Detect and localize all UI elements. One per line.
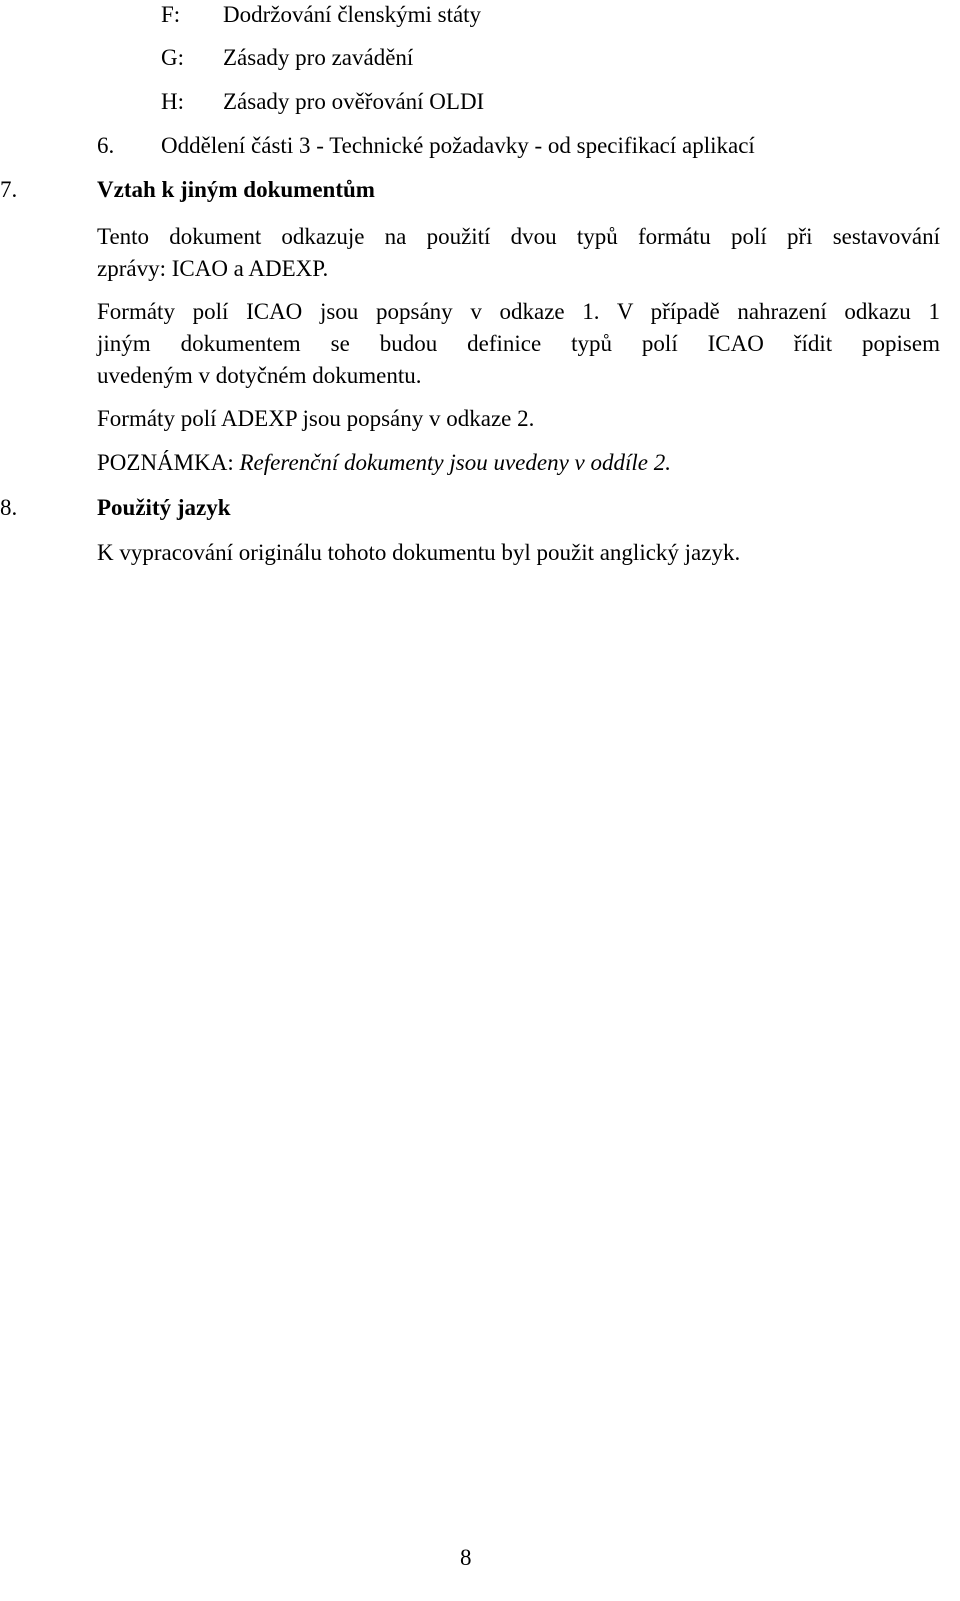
- page-number: 8: [460, 1545, 472, 1570]
- paragraph: K vypracování originálu tohoto dokumentu byl použit anglický jazyk.: [97, 540, 741, 565]
- paragraph-line: uvedeným v dotyčném dokumentu.: [97, 363, 422, 388]
- note: [97, 451, 671, 474]
- paragraph-line: Tento dokument odkazuje na použití dvou typů formátu polí při sestavování: [97, 224, 940, 249]
- paragraph-line: jiným dokumentem se budou definice typů polí ICAO řídit popisem: [97, 331, 940, 356]
- toc-item-text: Dodržování členskými státy: [223, 2, 482, 27]
- paragraph: Formáty polí ADEXP jsou popsány v odkaze 2.: [97, 406, 535, 431]
- toc-item-text: Oddělení části 3 - Technické požadavky - od specifikací aplikací: [161, 133, 755, 158]
- section-heading: Vztah k jiným dokumentům: [97, 177, 375, 202]
- toc-item-label: H:: [161, 89, 184, 114]
- toc-item-number: 6.: [97, 133, 115, 158]
- toc-item-label: G:: [161, 45, 184, 70]
- paragraph-line: zprávy: ICAO a ADEXP.: [97, 256, 329, 281]
- note-label: POZNÁMKA:: [97, 450, 234, 475]
- toc-item-text: Zásady pro ověřování OLDI: [223, 89, 485, 114]
- section-number: 7.: [0, 177, 18, 202]
- note-text: Referenční dokumenty jsou uvedeny v oddíle 2.: [239, 450, 671, 475]
- toc-item-text: Zásady pro zavádění: [223, 45, 414, 70]
- section-number: 8.: [0, 495, 18, 520]
- paragraph-line: Formáty polí ICAO jsou popsány v odkaze 1. V případě nahrazení odkazu 1: [97, 299, 940, 324]
- toc-item-label: F:: [161, 2, 181, 27]
- section-heading: Použitý jazyk: [97, 495, 231, 520]
